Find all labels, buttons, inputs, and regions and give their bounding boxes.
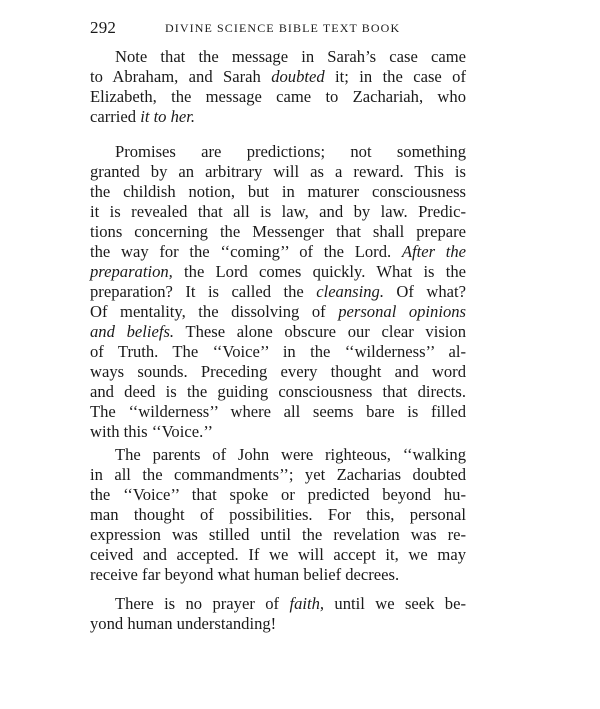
italic-text: After the [401, 242, 466, 261]
text-line [90, 465, 466, 485]
text-line [90, 382, 466, 402]
text-segment: the way for the ‘‘coming’’ of the Lord. [90, 242, 402, 261]
italic-text: doubted [271, 67, 325, 86]
text-segment: man thought of possibilities. For this, personal [90, 505, 466, 524]
text-segment: expression was stilled until the revelation was re- [90, 525, 466, 544]
text-segment: Elizabeth, the message came to Zachariah, who [90, 87, 466, 106]
text-segment: There is no prayer of [115, 594, 290, 613]
paragraph [90, 47, 466, 127]
text-segment: granted by an arbitrary will as a reward. This is [90, 162, 466, 181]
text-segment: Of what? [383, 282, 466, 301]
text-line [90, 322, 466, 342]
text-line [90, 362, 466, 382]
text-line [90, 87, 466, 107]
text-segment: preparation? It is called the [90, 282, 317, 301]
text-line [90, 67, 466, 87]
text-segment: in all the commandments’’; yet Zacharias doubted [90, 465, 466, 484]
text-segment: ceived and accepted. If we will accept it, we may [90, 545, 466, 564]
text-segment: Note that the message in Sarah’s case came [115, 47, 466, 66]
book-title: DIVINE SCIENCE BIBLE TEXT BOOK [165, 21, 401, 35]
text-line [90, 162, 466, 182]
text-line [90, 47, 466, 67]
italic-text: personal opinions [338, 302, 467, 321]
text-segment: tions concerning the Messenger that shall prepare [90, 222, 466, 241]
text-segment: receive far beyond what human belief decrees. [90, 565, 400, 584]
text-line [90, 342, 466, 362]
running-head [90, 18, 466, 38]
text-segment: carried [90, 107, 141, 126]
page-number: 292 [90, 18, 117, 37]
text-segment: Promises are predictions; not something [115, 142, 466, 161]
paragraph [90, 594, 466, 634]
text-segment: and deed is the guiding consciousness that directs. [90, 382, 466, 401]
text-segment: yond human understanding! [90, 614, 277, 633]
text-line [90, 142, 466, 162]
text-line [90, 505, 466, 525]
text-line [90, 262, 466, 282]
text-segment: with this ‘‘Voice.’’ [90, 422, 214, 441]
text-line [90, 614, 466, 634]
text-segment: to Abraham, and Sarah [90, 67, 272, 86]
text-line [90, 485, 466, 505]
text-segment: until we seek be- [324, 594, 466, 613]
italic-text: faith, [289, 594, 325, 613]
italic-text: and beliefs. [90, 322, 175, 341]
text-segment: Of mentality, the dissolving of [90, 302, 339, 321]
text-line [90, 242, 466, 262]
italic-text: preparation, [90, 262, 173, 281]
text-line [90, 545, 466, 565]
text-segment: The ‘‘wilderness’’ where all seems bare is filled [90, 402, 466, 421]
text-line [90, 222, 466, 242]
text-line [90, 182, 466, 202]
text-segment: it is revealed that all is law, and by law. Predic- [90, 202, 466, 221]
text-line [90, 594, 466, 614]
text-segment: The parents of John were righteous, ‘‘walking [115, 445, 466, 464]
text-line [90, 202, 466, 222]
text-line [90, 302, 466, 322]
text-segment: the ‘‘Voice’’ that spoke or predicted beyond hu- [90, 485, 466, 504]
text-line [90, 422, 466, 442]
text-segment: of Truth. The ‘‘Voice’’ in the ‘‘wilderness’’ al- [90, 342, 466, 361]
text-line [90, 565, 466, 585]
text-segment: ways sounds. Preceding every thought and word [90, 362, 466, 381]
paragraph [90, 445, 466, 585]
paragraph [90, 142, 466, 442]
text-segment: the childish notion, but in maturer consciousness [90, 182, 466, 201]
italic-text: it to her. [140, 107, 196, 126]
text-segment: it; in the case of [324, 67, 466, 86]
text-segment: the Lord comes quickly. What is the [172, 262, 466, 281]
text-line [90, 525, 466, 545]
text-line [90, 445, 466, 465]
italic-text: cleansing. [316, 282, 384, 301]
text-line [90, 402, 466, 422]
text-line [90, 282, 466, 302]
text-line [90, 107, 466, 127]
text-segment: These alone obscure our clear vision [174, 322, 467, 341]
